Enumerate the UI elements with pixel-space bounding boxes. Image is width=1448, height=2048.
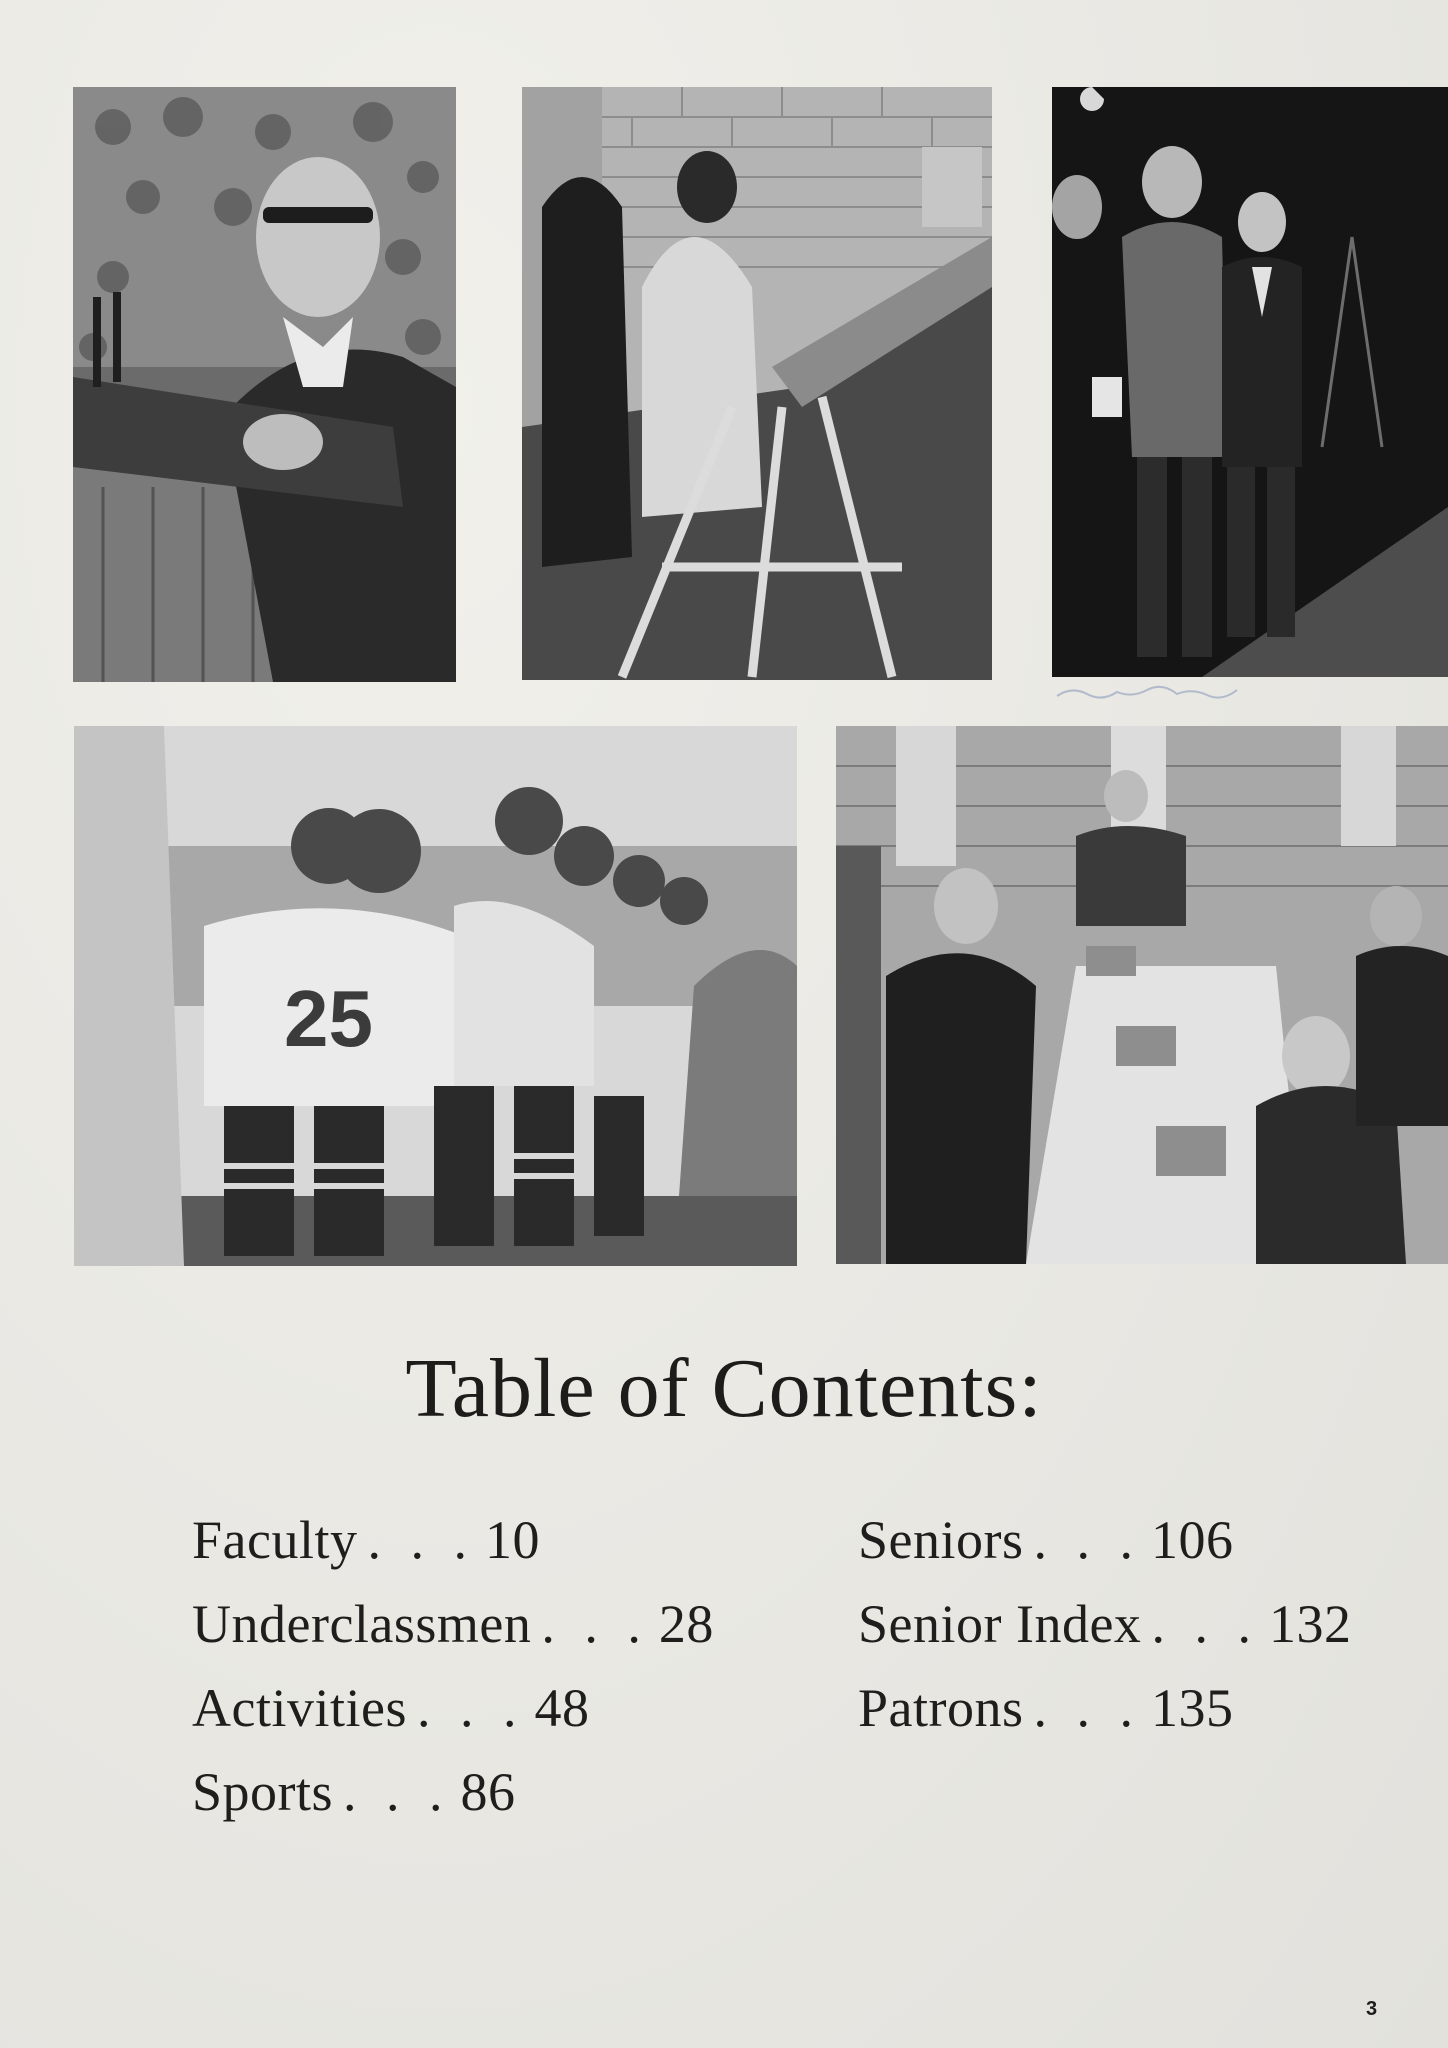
toc-entry-sports <box>192 1762 714 1846</box>
toc-left-column <box>192 1510 714 1846</box>
toc-entry-page: 28 <box>658 1594 714 1654</box>
toc-dots: . . . <box>1033 1678 1141 1738</box>
page-number: 3 <box>1366 1998 1378 2020</box>
toc-entry-label: Underclassmen <box>192 1594 532 1654</box>
svg-text:25: 25 <box>284 974 373 1063</box>
toc-entry-label: Patrons <box>858 1678 1024 1738</box>
handwritten-mark <box>1052 668 1242 708</box>
toc-entry-page: 86 <box>460 1762 516 1822</box>
photo-handshake-ceremony <box>1052 87 1448 677</box>
photo-cafeteria-line <box>522 87 992 680</box>
toc-dots: . . . <box>541 1594 649 1654</box>
toc-dots: . . . <box>1033 1510 1141 1570</box>
toc-entry-faculty <box>192 1510 714 1594</box>
toc-entry-label: Senior Index <box>858 1594 1142 1654</box>
toc-entry-page: 48 <box>534 1678 590 1738</box>
toc-dots: . . . <box>1151 1594 1259 1654</box>
toc-entry-page: 132 <box>1268 1594 1352 1654</box>
toc-entry-senior-index <box>858 1594 1351 1678</box>
toc-right-column <box>858 1510 1351 1762</box>
photo-football-bench <box>74 726 797 1266</box>
toc-entry-page: 106 <box>1151 1510 1234 1570</box>
photo-banquet-table <box>836 726 1448 1264</box>
toc-entry-seniors <box>858 1510 1351 1594</box>
toc-entry-label: Sports <box>192 1762 334 1822</box>
toc-entry-underclassmen <box>192 1594 714 1678</box>
toc-dots: . . . <box>416 1678 525 1738</box>
toc-entry-page: 135 <box>1151 1678 1234 1738</box>
toc-entry-label: Faculty <box>192 1510 358 1570</box>
toc-dots: . . . <box>367 1510 475 1570</box>
toc-title: Table of Contents: <box>405 1342 1043 1435</box>
toc-entry-label: Seniors <box>858 1510 1024 1570</box>
photo-speaker-at-podium <box>73 87 456 682</box>
toc-entry-activities <box>192 1678 714 1762</box>
toc-entry-page: 10 <box>484 1510 540 1570</box>
toc-entry-label: Activities <box>192 1678 407 1738</box>
toc-entry-patrons <box>858 1678 1351 1762</box>
toc-dots: . . . <box>343 1762 451 1822</box>
